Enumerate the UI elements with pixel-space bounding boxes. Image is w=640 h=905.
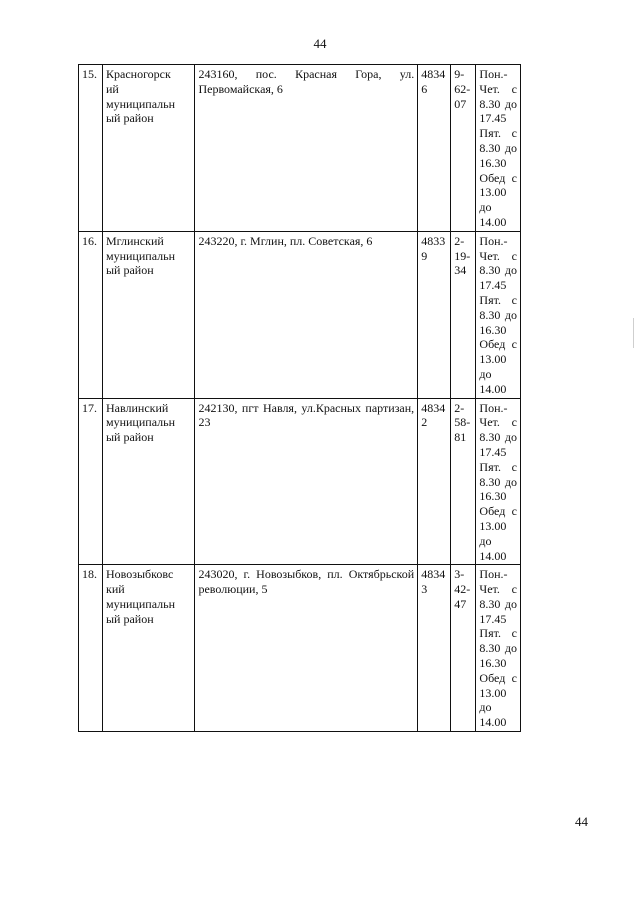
address: 243160, пос. Красная Гора, ул. Первомайская, 6 bbox=[195, 65, 418, 232]
hours-line: Обед с bbox=[479, 670, 517, 685]
hours-line: Чет. с bbox=[479, 81, 517, 96]
name-line: ый район bbox=[105, 263, 154, 278]
name-line: муниципальн bbox=[105, 248, 176, 263]
hours-line: 14.00 bbox=[479, 214, 507, 229]
name-line: ый район bbox=[105, 111, 154, 126]
hours-line: 13.00 bbox=[479, 518, 507, 533]
district-name bbox=[102, 65, 195, 232]
hours-line: до bbox=[479, 366, 492, 381]
name-line: ый район bbox=[105, 430, 154, 445]
hours-line: 8.30 до bbox=[479, 96, 517, 111]
name-line: Новозыбковс bbox=[105, 567, 174, 582]
name-line: муниципальн bbox=[105, 596, 176, 611]
phone-line: 19- bbox=[454, 248, 471, 263]
working-hours bbox=[476, 565, 521, 732]
row-number: 15. bbox=[79, 65, 103, 232]
phone-number bbox=[451, 565, 476, 732]
hours-line: 8.30 до bbox=[479, 140, 517, 155]
hours-line: 8.30 до bbox=[479, 474, 517, 489]
name-line: ий bbox=[105, 81, 119, 96]
phone-number bbox=[451, 65, 476, 232]
phone-code: 48342 bbox=[418, 398, 451, 565]
hours-line: 14.00 bbox=[479, 381, 507, 396]
hours-line: 8.30 до bbox=[479, 263, 517, 278]
address: 242130, пгт Навля, ул.Красных партизан, 23 bbox=[195, 398, 418, 565]
hours-line: Пят. с bbox=[479, 626, 517, 641]
district-name bbox=[102, 565, 195, 732]
row-number: 17. bbox=[79, 398, 103, 565]
phone-line: 07 bbox=[454, 96, 467, 111]
phone-line: 62- bbox=[454, 81, 471, 96]
hours-line: Пят. с bbox=[479, 459, 517, 474]
hours-line: 17.45 bbox=[479, 111, 507, 126]
phone-number bbox=[451, 398, 476, 565]
table-row bbox=[79, 398, 521, 565]
hours-line: 17.45 bbox=[479, 611, 507, 626]
hours-line: Обед с bbox=[479, 170, 517, 185]
hours-line: 17.45 bbox=[479, 444, 507, 459]
name-line: ый район bbox=[105, 611, 154, 626]
hours-line: Пон.- bbox=[479, 67, 508, 81]
hours-line: 8.30 до bbox=[479, 430, 517, 445]
phone-line: 2- bbox=[454, 400, 465, 415]
address: 243020, г. Новозыбков, пл. Октябрьской революции, 5 bbox=[195, 565, 418, 732]
page-number-top: 44 bbox=[313, 36, 327, 51]
district-name bbox=[102, 398, 195, 565]
hours-line: до bbox=[479, 533, 492, 548]
hours-line: Пят. с bbox=[479, 126, 517, 141]
hours-line: 8.30 до bbox=[479, 641, 517, 656]
name-line: кий bbox=[105, 582, 125, 597]
row-number: 18. bbox=[79, 565, 103, 732]
hours-line: 14.00 bbox=[479, 715, 507, 730]
table-row bbox=[79, 231, 521, 398]
phone-line: 81 bbox=[454, 430, 467, 445]
hours-line: до bbox=[479, 700, 492, 715]
phone-line: 9- bbox=[454, 67, 465, 81]
district-name bbox=[102, 231, 195, 398]
phone-line: 58- bbox=[454, 415, 471, 430]
name-line: муниципальн bbox=[105, 415, 176, 430]
hours-line: 16.30 bbox=[479, 656, 507, 671]
name-line: муниципальн bbox=[105, 96, 176, 111]
phone-code: 48346 bbox=[418, 65, 451, 232]
hours-line: 17.45 bbox=[479, 278, 507, 293]
hours-line: 13.00 bbox=[479, 685, 507, 700]
hours-line: Обед с bbox=[479, 337, 517, 352]
hours-line: 8.30 до bbox=[479, 307, 517, 322]
hours-line: 13.00 bbox=[479, 352, 507, 367]
table-row bbox=[79, 565, 521, 732]
hours-line: Пон.- bbox=[479, 567, 508, 582]
working-hours bbox=[476, 398, 521, 565]
phone-line: 3- bbox=[454, 567, 465, 582]
hours-line: 13.00 bbox=[479, 185, 507, 200]
phone-line: 47 bbox=[454, 596, 467, 611]
hours-line: 16.30 bbox=[479, 155, 507, 170]
hours-line: до bbox=[479, 200, 492, 215]
hours-line: Чет. с bbox=[479, 582, 517, 597]
hours-line: 14.00 bbox=[479, 548, 507, 563]
hours-line: Чет. с bbox=[479, 415, 517, 430]
phone-number bbox=[451, 231, 476, 398]
phone-line: 34 bbox=[454, 263, 467, 278]
hours-line: Пон.- bbox=[479, 233, 508, 248]
hours-line: 16.30 bbox=[479, 322, 507, 337]
table-row bbox=[79, 65, 521, 232]
hours-line: Чет. с bbox=[479, 248, 517, 263]
hours-line: Пон.- bbox=[479, 400, 508, 415]
name-line: Мглинский bbox=[105, 233, 164, 248]
phone-line: 2- bbox=[454, 233, 465, 248]
hours-line: 16.30 bbox=[479, 489, 507, 504]
district-offices-table bbox=[78, 64, 521, 732]
name-line: Красногорск bbox=[105, 67, 171, 81]
name-line: Навлинский bbox=[105, 400, 169, 415]
address: 243220, г. Мглин, пл. Советская, 6 bbox=[195, 231, 418, 398]
hours-line: 8.30 до bbox=[479, 596, 517, 611]
phone-code: 48339 bbox=[418, 231, 451, 398]
scan-edge-mark bbox=[633, 318, 634, 348]
phone-code: 48343 bbox=[418, 565, 451, 732]
page-number-bottom: 44 bbox=[575, 814, 588, 829]
hours-line: Обед с bbox=[479, 504, 517, 519]
working-hours bbox=[476, 65, 521, 232]
working-hours bbox=[476, 231, 521, 398]
row-number: 16. bbox=[79, 231, 103, 398]
phone-line: 42- bbox=[454, 582, 471, 597]
hours-line: Пят. с bbox=[479, 292, 517, 307]
